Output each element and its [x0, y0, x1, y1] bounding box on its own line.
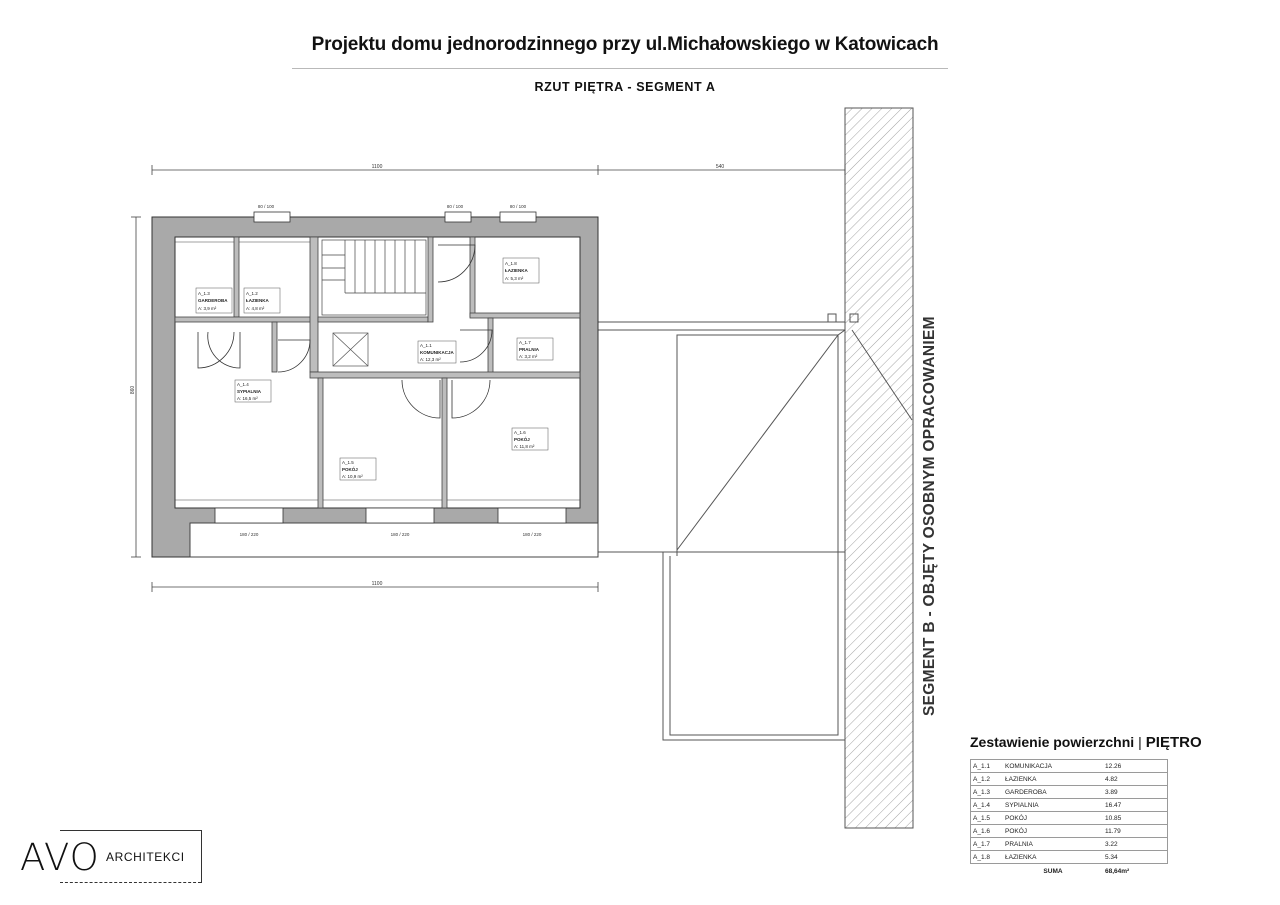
- room-name: PRALNIA: [519, 347, 539, 352]
- table-row: [971, 760, 1168, 773]
- dimension-top-left: 1100: [371, 164, 383, 170]
- room-name: KOMUNIKACJA: [420, 350, 454, 355]
- table-row: [971, 825, 1168, 838]
- company-logo: [10, 830, 205, 886]
- room-name: POKÓJ: [514, 437, 530, 442]
- room-area: A: 12,3 m²: [420, 357, 441, 362]
- window-bottom-2-dim: 180 / 220: [390, 532, 410, 537]
- balcony-rail: [190, 523, 598, 557]
- logo-underline: [60, 882, 201, 883]
- row-area: 5.34: [1103, 851, 1168, 864]
- dimension-left: 860: [130, 385, 136, 395]
- dimension-top-right: 540: [715, 164, 725, 170]
- row-id: A_1.1: [971, 760, 1004, 773]
- table-row: [971, 851, 1168, 864]
- row-area: 3.22: [1103, 838, 1168, 851]
- room-id: A_1.5: [342, 460, 354, 465]
- total-spacer: [971, 864, 1004, 879]
- page-title: Projektu domu jednorodzinnego przy ul.Michałowskiego w Katowicach: [311, 34, 939, 55]
- row-area: 3.89: [1103, 786, 1168, 799]
- row-id: A_1.2: [971, 773, 1004, 786]
- plan-subtitle: RZUT PIĘTRA - SEGMENT A: [534, 80, 716, 94]
- row-area: 16.47: [1103, 799, 1168, 812]
- table-row: [971, 786, 1168, 799]
- table-row: [971, 773, 1168, 786]
- room-area: A: 4,8 m²: [246, 306, 265, 311]
- room-area: A: 3,2 m²: [519, 354, 538, 359]
- staircase: [322, 240, 426, 315]
- room-id: A_1.6: [514, 430, 526, 435]
- table-row: [971, 812, 1168, 825]
- room-area: A: 11,8 m²: [514, 444, 535, 449]
- area-summary-table: [970, 759, 1168, 878]
- room-name: GARDEROBA: [198, 298, 228, 303]
- window-top-1-dim: 80 / 100: [257, 204, 275, 209]
- row-area: 4.82: [1103, 773, 1168, 786]
- dimension-bottom: 1100: [371, 581, 383, 587]
- total-label: SUMA: [1043, 867, 1063, 875]
- row-id: A_1.7: [971, 838, 1004, 851]
- row-name: POKÓJ: [1003, 825, 1103, 838]
- row-name: KOMUNIKACJA: [1003, 760, 1103, 773]
- title-separator: |: [1138, 734, 1142, 750]
- row-area: 11.79: [1103, 825, 1168, 838]
- logo-text: ARCHITEKCI: [106, 850, 185, 864]
- table-row: [971, 799, 1168, 812]
- row-id: A_1.3: [971, 786, 1004, 799]
- row-id: A_1.6: [971, 825, 1004, 838]
- row-area: 10.85: [1103, 812, 1168, 825]
- row-name: ŁAZIENKA: [1003, 851, 1103, 864]
- row-id: A_1.4: [971, 799, 1004, 812]
- row-id: A_1.8: [971, 851, 1004, 864]
- skylight: [333, 333, 368, 366]
- row-name: GARDEROBA: [1003, 786, 1103, 799]
- room-area: A: 5,3 m²: [505, 276, 524, 281]
- room-area: A: 3,9 m²: [198, 306, 217, 311]
- segment-b-wall: [845, 108, 913, 828]
- row-name: SYPIALNIA: [1003, 799, 1103, 812]
- row-name: ŁAZIENKA: [1003, 773, 1103, 786]
- room-name: SYPIALNIA: [237, 389, 262, 394]
- room-id: A_1.2: [246, 291, 258, 296]
- room-id: A_1.7: [519, 340, 531, 345]
- table-row: [971, 838, 1168, 851]
- room-id: A_1.1: [420, 343, 432, 348]
- row-id: A_1.5: [971, 812, 1004, 825]
- row-area: 12.26: [1103, 760, 1168, 773]
- room-id: A_1.3: [198, 291, 210, 296]
- floor-name: PIĘTRO: [1145, 734, 1202, 751]
- room-area: A: 16,5 m²: [237, 396, 258, 401]
- row-name: POKÓJ: [1003, 812, 1103, 825]
- total-value: 68,64m²: [1105, 867, 1130, 875]
- total-row: [971, 864, 1168, 879]
- segment-b-label: SEGMENT B - OBJĘTY OSOBNYM OPRACOWANIEM: [921, 316, 938, 716]
- row-name: PRALNIA: [1003, 838, 1103, 851]
- area-summary-title: [970, 734, 1230, 751]
- room-id: A_1.8: [505, 261, 517, 266]
- window-bottom-1-dim: 180 / 220: [239, 532, 259, 537]
- logo-mark: AVO: [20, 836, 100, 879]
- window-bottom-3-dim: 180 / 220: [522, 532, 542, 537]
- room-name: ŁAZIENKA: [246, 298, 269, 303]
- room-id: A_1.4: [237, 382, 249, 387]
- room-name: POKÓJ: [342, 467, 358, 472]
- window-top-3-dim: 80 / 100: [509, 204, 527, 209]
- window-top-2-dim: 80 / 100: [446, 204, 464, 209]
- room-area: A: 10,9 m²: [342, 474, 363, 479]
- area-summary-heading: Zestawienie powierzchni: [970, 734, 1135, 750]
- room-name: ŁAZIENKA: [505, 268, 528, 273]
